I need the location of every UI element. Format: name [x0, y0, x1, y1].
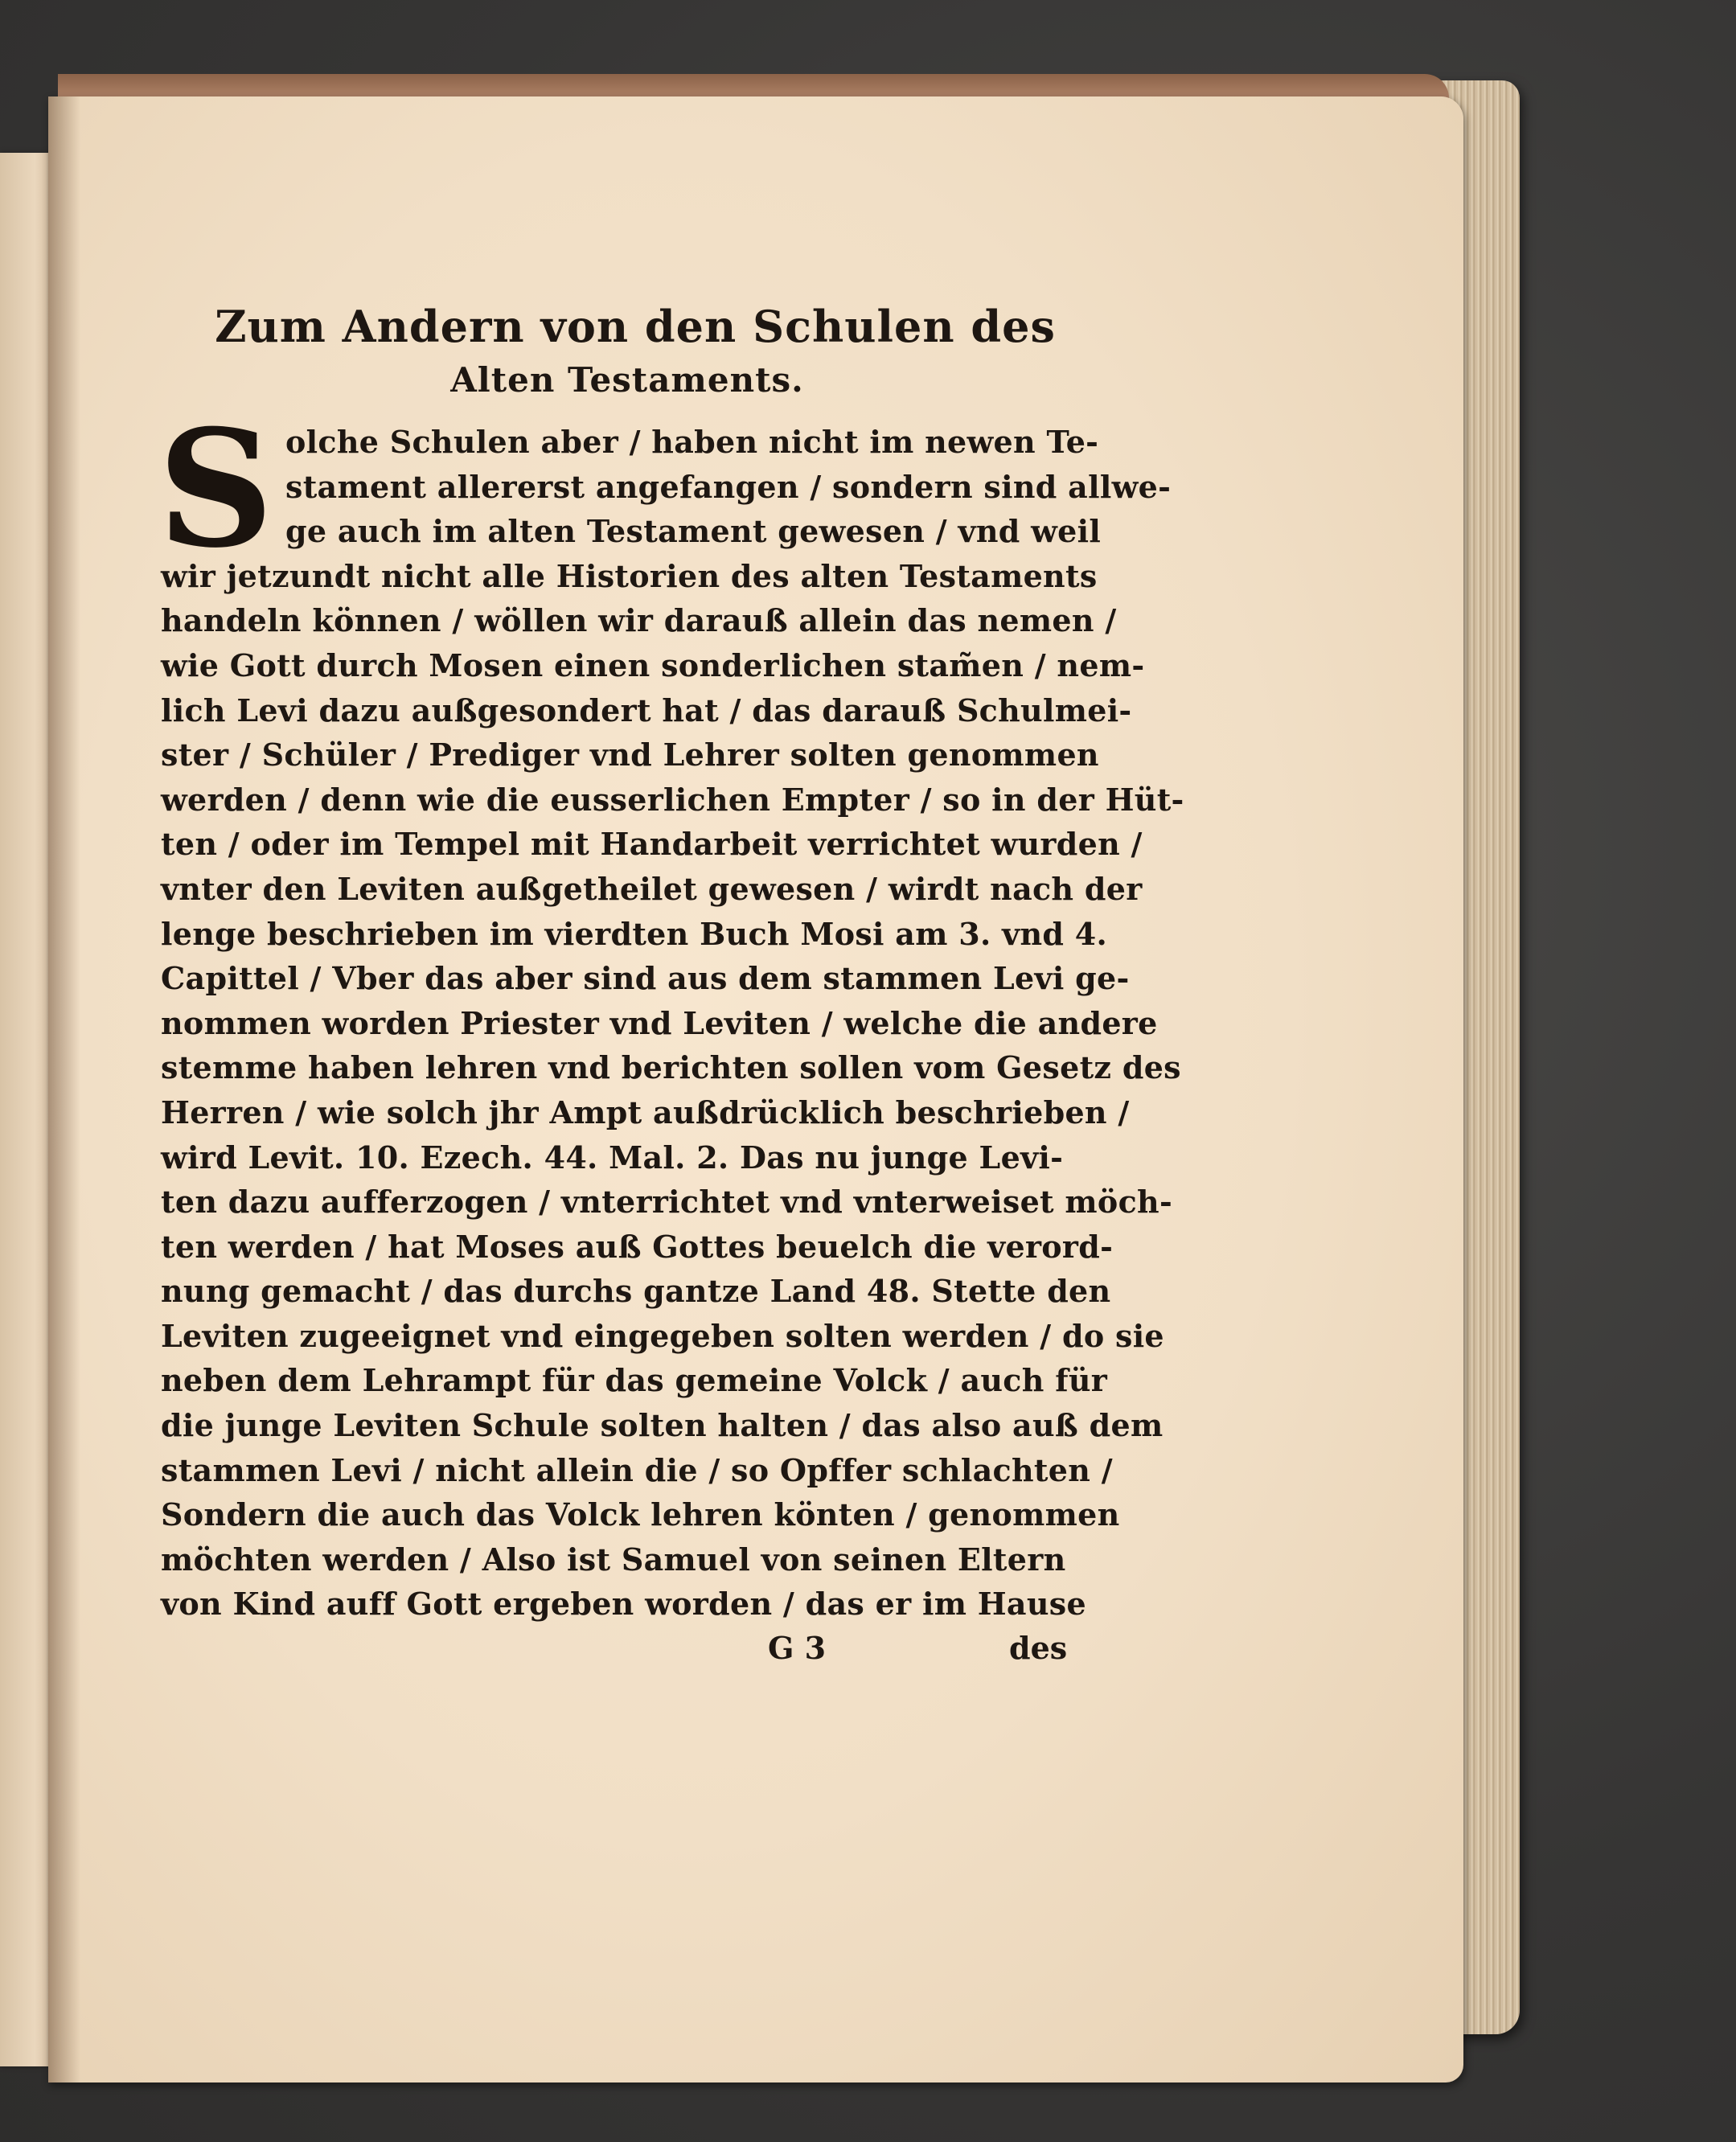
- text-line: wie Gott durch Mosen einen sonderlichen stam̃en / nem-: [161, 646, 1145, 683]
- book-gutter: [48, 96, 80, 2082]
- text-line: olche Schulen aber / haben nicht im newen Te-: [285, 424, 1099, 460]
- catchword: des: [1009, 1630, 1068, 1667]
- text-line: wird Levit. 10. Ezech. 44. Mal. 2. Das nu junge Levi-: [161, 1139, 1064, 1176]
- text-line: ten / oder im Tempel mit Handarbeit verrichtet wurden /: [161, 826, 1143, 863]
- text-line: die junge Leviten Schule solten halten / das also auß dem: [161, 1407, 1163, 1444]
- text-line: lenge beschrieben im vierdten Buch Mosi am 3. vnd 4.: [161, 915, 1108, 952]
- body-text: [158, 395, 1184, 1627]
- text-line: nommen worden Priester vnd Leviten / welche die andere: [161, 1004, 1158, 1041]
- text-line: stemme haben lehren vnd berichten sollen vom Gesetz des: [161, 1049, 1181, 1086]
- text-line: ge auch im alten Testament gewesen / vnd weil: [285, 513, 1102, 550]
- text-line: handeln können / wöllen wir darauß allein das nemen /: [161, 602, 1117, 639]
- text-line: ten dazu aufferzogen / vnterrichtet vnd vnterweiset möch-: [161, 1184, 1173, 1221]
- text-line: von Kind auff Gott ergeben worden / das er im Hause: [161, 1586, 1086, 1623]
- text-line: neben dem Lehrampt für das gemeine Volck / auch für: [161, 1362, 1108, 1399]
- signature-mark: G 3: [768, 1630, 827, 1667]
- text-line: werden / denn wie die eusserlichen Empter / so in der Hüt-: [161, 781, 1184, 818]
- text-line: Capittel / Vber das aber sind aus dem stammen Levi ge-: [161, 960, 1130, 997]
- text-line: Leviten zugeeignet vnd eingegeben solten werden / do sie: [161, 1317, 1164, 1354]
- text-line: wir jetzundt nicht alle Historien des alten Testaments: [161, 557, 1098, 594]
- text-line: stammen Levi / nicht allein die / so Opffer schlachten /: [161, 1451, 1113, 1488]
- drop-initial: S: [158, 395, 274, 584]
- text-line: Sondern die auch das Volck lehren könten / genommen: [161, 1496, 1120, 1533]
- text-line: Herren / wie solch jhr Ampt außdrücklich beschrieben /: [161, 1094, 1130, 1130]
- page-heading: Zum Andern von den Schulen des: [215, 301, 1056, 352]
- text-line: ster / Schüler / Prediger vnd Lehrer solten genommen: [161, 737, 1099, 774]
- text-line: vnter den Leviten außgetheilet gewesen / wirdt nach der: [161, 870, 1143, 907]
- text-line: lich Levi dazu außgesondert hat / das darauß Schulmei-: [161, 691, 1132, 728]
- text-line: nung gemacht / das durchs gantze Land 48. Stette den: [161, 1273, 1111, 1310]
- text-line: ten werden / hat Moses auß Gottes beuelch die verord-: [161, 1228, 1114, 1265]
- text-line: stament allererst angefangen / sondern sind allwe-: [285, 468, 1172, 505]
- page-footer: [161, 1630, 1077, 1678]
- page-subheading: Alten Testaments.: [450, 360, 804, 400]
- text-line: möchten werden / Also ist Samuel von seinen Eltern: [161, 1541, 1066, 1578]
- text-block: [158, 298, 1184, 1678]
